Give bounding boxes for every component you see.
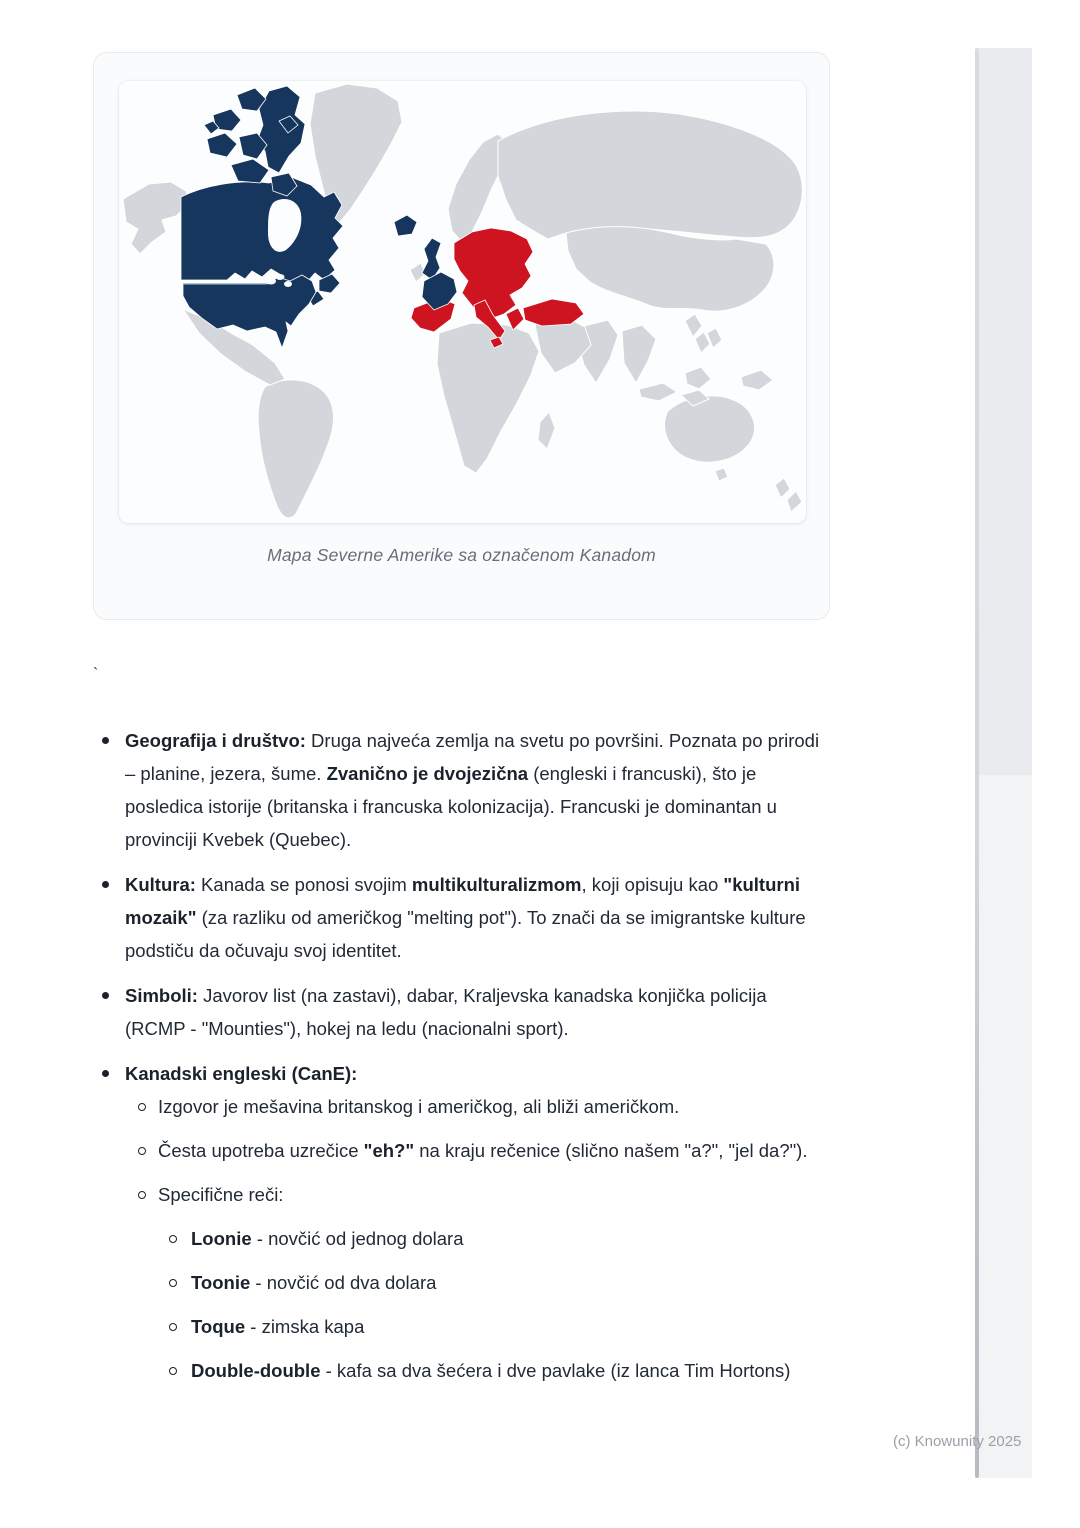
copyright-text: (c) Knowunity 2025 bbox=[893, 1433, 1022, 1450]
bullet-disc-marker bbox=[102, 881, 109, 888]
list-item bbox=[97, 1354, 823, 1387]
scrollbar-thumb[interactable] bbox=[979, 48, 1032, 775]
list-item-text: Simboli: Javorov list (na zastavi), dabar, Kraljevska kanadska konjička policija (RCMP - "Mounties"), hokej na ledu (nacionalni sport). bbox=[125, 985, 767, 1039]
list-item bbox=[97, 979, 823, 1045]
world-map bbox=[119, 81, 806, 523]
list-item-text: Toonie - novčić od dva dolara bbox=[191, 1272, 437, 1293]
list-item bbox=[97, 1310, 823, 1343]
list-item bbox=[97, 1222, 823, 1255]
bullet-circle-marker bbox=[169, 1323, 177, 1331]
scrollbar-track[interactable] bbox=[979, 48, 1032, 1478]
bullet-circle-marker bbox=[169, 1367, 177, 1375]
bullet-circle-marker bbox=[169, 1235, 177, 1243]
stray-backtick: ` bbox=[93, 666, 99, 683]
bullet-circle-marker bbox=[138, 1191, 146, 1199]
list-item-text: Česta upotreba uzrečice "eh?" na kraju rečenice (slično našem "a?", "jel da?"). bbox=[158, 1140, 808, 1161]
list-item bbox=[97, 1057, 823, 1090]
bullet-circle-marker bbox=[138, 1103, 146, 1111]
bullet-disc-marker bbox=[102, 1070, 109, 1077]
world-map-panel bbox=[119, 81, 806, 523]
list-item-text: Double-double - kafa sa dva šećera i dve pavlake (iz lanca Tim Hortons) bbox=[191, 1360, 791, 1381]
list-item-text: Izgovor je mešavina britanskog i američkog, ali bliži američkom. bbox=[158, 1096, 680, 1117]
bullet-disc-marker bbox=[102, 737, 109, 744]
bullet-circle-marker bbox=[169, 1279, 177, 1287]
list-item bbox=[97, 1178, 823, 1211]
map-caption: Mapa Severne Amerike sa označenom Kanadom bbox=[267, 545, 656, 565]
list-item bbox=[97, 724, 823, 856]
map-figure-card bbox=[93, 52, 830, 620]
list-item bbox=[97, 1266, 823, 1299]
list-item-text: Loonie - novčić od jednog dolara bbox=[191, 1228, 464, 1249]
inner-scrollbar-rail[interactable] bbox=[975, 48, 979, 1478]
notes-list bbox=[97, 724, 823, 1398]
list-item bbox=[97, 868, 823, 967]
list-item-text: Kanadski engleski (CanE): bbox=[125, 1063, 358, 1084]
list-item-text: Specifične reči: bbox=[158, 1184, 284, 1205]
list-item bbox=[97, 1134, 823, 1167]
list-item-text: Toque - zimska kapa bbox=[191, 1316, 365, 1337]
list-item bbox=[97, 1090, 823, 1123]
list-item-text: Kultura: Kanada se ponosi svojim multikulturalizmom, koji opisuju kao "kulturni mozaik" (za razliku od američkog "melting pot"). To znači da se imigrantske kulture podstiču da očuvaju svoj identitet. bbox=[125, 874, 806, 961]
bullet-circle-marker bbox=[138, 1147, 146, 1155]
list-item-text: Geografija i društvo: Druga najveća zemlja na svetu po površini. Poznata po prirodi – planine, jezera, šume. Zvanično je dvojezična (engleski i francuski), što je posledica istorije (britanska i francuska kolonizacija). Francuski je dominantan u provinciji Kvebek (Quebec). bbox=[125, 730, 820, 850]
bullet-disc-marker bbox=[102, 992, 109, 999]
